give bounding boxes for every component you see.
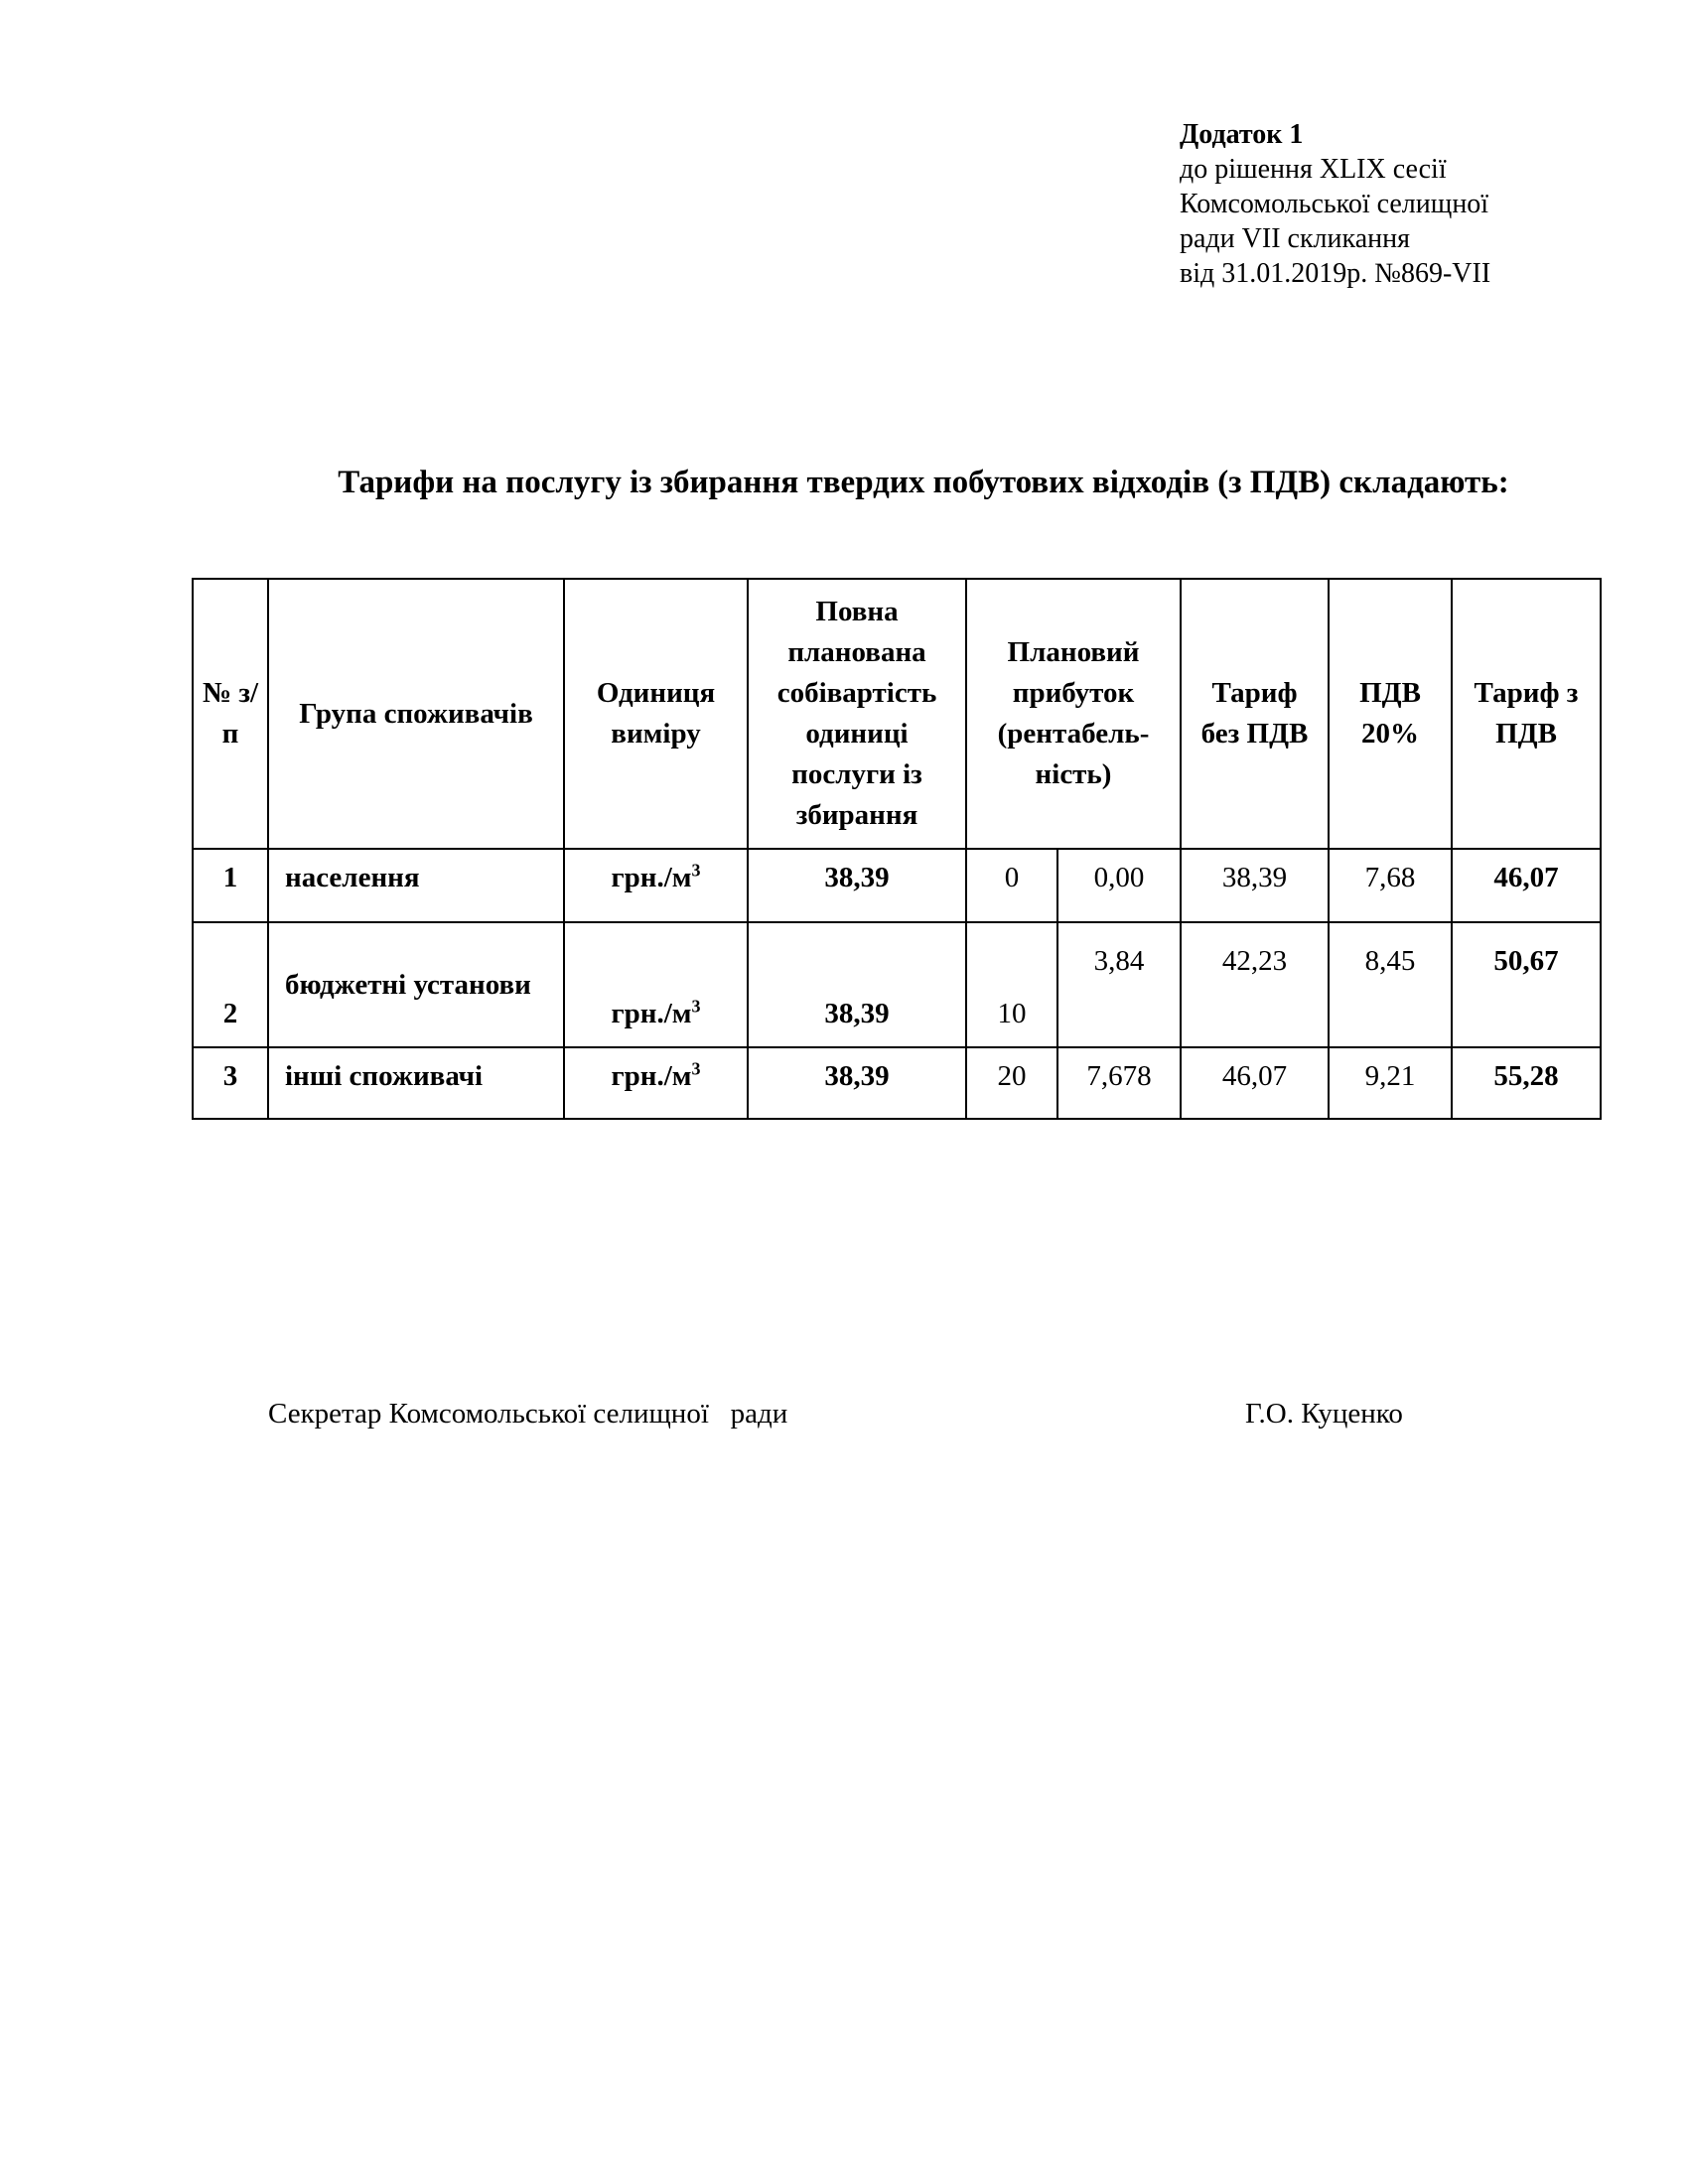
- cell-tariff-no-vat: 38,39: [1181, 849, 1329, 922]
- cell-cost: 38,39: [748, 849, 966, 922]
- cell-profit-pct: 20: [966, 1047, 1057, 1119]
- appendix-line-2: Комсомольської селищної: [1180, 189, 1489, 219]
- cell-cost: 38,39: [748, 1047, 966, 1119]
- cell-unit: $грн./м^3$: [564, 849, 748, 922]
- cell-profit-pct: 0: [966, 849, 1057, 922]
- appendix-block: [1180, 117, 1490, 291]
- cell-cost: 38,39: [748, 922, 966, 1047]
- cell-group: інші споживачі: [268, 1047, 564, 1119]
- table-row: [193, 1047, 1601, 1119]
- header-vat: ПДВ 20%: [1329, 579, 1452, 849]
- appendix-line-3: ради VII скликання: [1180, 223, 1410, 254]
- cell-vat: 8,45: [1329, 922, 1452, 1047]
- cell-vat: 7,68: [1329, 849, 1452, 922]
- cell-group: бюджетні установи: [268, 922, 564, 1047]
- table-header-row: [193, 579, 1601, 849]
- cell-num: 1: [193, 849, 268, 922]
- header-tariff-no-vat: Тариф без ПДВ: [1181, 579, 1329, 849]
- appendix-line-1: до рішення XLIX сесії: [1180, 154, 1447, 185]
- header-num: № з/п: [193, 579, 268, 849]
- header-group: Група споживачів: [268, 579, 564, 849]
- tariffs-table: [192, 578, 1602, 1120]
- header-profit: Плановий прибуток (рентабель-ність): [966, 579, 1181, 849]
- header-unit: Одиниця виміру: [564, 579, 748, 849]
- cell-tariff-vat: 46,07: [1452, 849, 1601, 922]
- cell-profit: 3,84: [1057, 922, 1181, 1047]
- cell-num: 2: [193, 922, 268, 1047]
- cell-tariff-vat: 55,28: [1452, 1047, 1601, 1119]
- cell-num: 3: [193, 1047, 268, 1119]
- signature-position: Секретар Комсомольської селищної ради: [268, 1398, 788, 1430]
- cell-tariff-vat: 50,67: [1452, 922, 1601, 1047]
- cell-group: населення: [268, 849, 564, 922]
- cell-unit: $грн./м^3$: [564, 1047, 748, 1119]
- document-title: Тарифи на послугу із збирання твердих побутових відходів (з ПДВ) складають:: [338, 465, 1509, 500]
- header-cost: Повна планована собівартість одиниці послуги із збирання: [748, 579, 966, 849]
- signature-name: Г.О. Куценко: [1245, 1398, 1403, 1430]
- cell-tariff-no-vat: 46,07: [1181, 1047, 1329, 1119]
- appendix-title: Додаток 1: [1180, 119, 1304, 150]
- cell-profit-pct: 10: [966, 922, 1057, 1047]
- cell-vat: 9,21: [1329, 1047, 1452, 1119]
- table-row: [193, 849, 1601, 922]
- cell-unit: $грн./м^3$: [564, 922, 748, 1047]
- cell-profit: 7,678: [1057, 1047, 1181, 1119]
- header-tariff-vat: Тариф з ПДВ: [1452, 579, 1601, 849]
- cell-profit: 0,00: [1057, 849, 1181, 922]
- appendix-line-4: від 31.01.2019р. №869-VII: [1180, 258, 1491, 289]
- table-row: [193, 922, 1601, 1047]
- cell-tariff-no-vat: 42,23: [1181, 922, 1329, 1047]
